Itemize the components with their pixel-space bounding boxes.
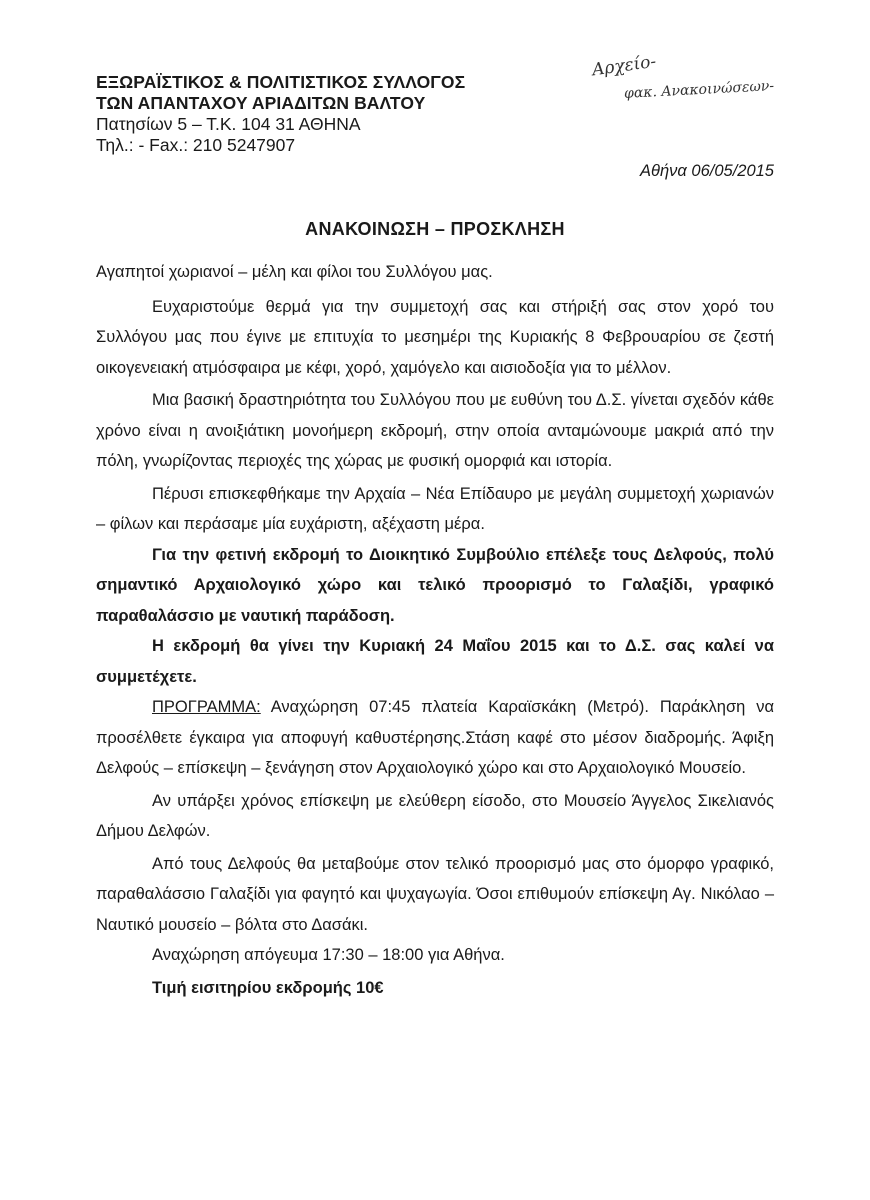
paragraph-program bbox=[96, 692, 774, 784]
org-name-line1: ΕΞΩΡΑΪΣΤΙΚΟΣ & ΠΟΛΙΤΙΣΤΙΚΟΣ ΣΥΛΛΟΓΟΣ bbox=[96, 72, 466, 92]
paragraph-destination: Για την φετινή εκδρομή το Διοικητικό Συμβούλιο επέλεξε τους Δελφούς, πολύ σημαντικό Αρχαιολογικό χώρο και τελικό προορισμό το Γαλαξίδι, γραφικό παραθαλάσσιο με ναυτική παράδοση. bbox=[96, 545, 774, 625]
handwritten-note-line1: Αρχείο- bbox=[590, 51, 658, 81]
paragraph-museum: Αν υπάρξει χρόνος επίσκεψη με ελεύθερη είσοδο, στο Μουσείο Άγγελος Σικελιανός Δήμου Δελφών. bbox=[96, 791, 774, 840]
org-name-line2: ΤΩΝ ΑΠΑΝΤΑΧΟΥ ΑΡΙΑΔΙΤΩΝ ΒΑΛΤΟΥ bbox=[96, 93, 426, 113]
org-phone: Τηλ.: - Fax.: 210 5247907 bbox=[96, 135, 296, 155]
document-title: ΑΝΑΚΟΙΝΩΣΗ – ΠΡΟΣΚΛΗΣΗ bbox=[305, 219, 565, 239]
paragraph-galaxidi: Από τους Δελφούς θα μεταβούμε στον τελικό προορισμό μας στο όμορφο γραφικό, παραθαλάσσιο Γαλαξίδι για φαγητό και ψυχαγωγία. Όσοι επιθυμούν επίσκεψη Αγ. Νικόλαο – Ναυτικό μουσείο – βόλτα στο Δασάκι. bbox=[96, 854, 774, 934]
paragraph-activity: Μια βασική δραστηριότητα του Συλλόγου που με ευθύνη του Δ.Σ. γίνεται σχεδόν κάθε χρόνο είναι η ανοιξιάτικη μονοήμερη εκδρομή, στην οποία ανταμώνουμε μακριά από την πόλη, γνωρίζοντας περιοχές της χώρας με φυσική ομορφιά και ιστορία. bbox=[96, 391, 774, 470]
program-label: ΠΡΟΓΡΑΜΜΑ: bbox=[152, 698, 261, 716]
paragraph-date: Η εκδρομή θα γίνει την Κυριακή 24 Μαΐου 2015 και το Δ.Σ. σας καλεί να συμμετέχετε. bbox=[96, 637, 774, 686]
program-text: Αναχώρηση 07:45 πλατεία Καραϊσκάκη (Μετρό). Παράκληση να προσέλθετε έγκαιρα για αποφυγή καθυστέρησης.Στάση καφέ στο μέσον διαδρομής. Άφιξη Δελφούς – επίσκεψη – ξενάγηση στον Αρχαιολογικό χώρο και στο Αρχαιολογικό Μουσείο. bbox=[96, 698, 774, 777]
document-date: Αθήνα 06/05/2015 bbox=[640, 162, 774, 180]
document-body bbox=[96, 257, 774, 1003]
letterhead bbox=[96, 72, 465, 156]
greeting: Αγαπητοί χωριανοί – μέλη και φίλοι του Συλλόγου μας. bbox=[96, 263, 493, 281]
paragraph-price: Τιμή εισιτηρίου εκδρομής 10€ bbox=[152, 978, 384, 997]
paragraph-last-year: Πέρυσι επισκεφθήκαμε την Αρχαία – Νέα Επίδαυρο με μεγάλη συμμετοχή χωριανών – φίλων και περάσαμε μία ευχάριστη, αξέχαστη μέρα. bbox=[96, 484, 774, 533]
paragraph-thanks: Ευχαριστούμε θερμά για την συμμετοχή σας και στήριξή σας στον χορό του Συλλόγου μας που έγινε με επιτυχία το μεσημέρι της Κυριακής 8 Φεβρουαρίου σε ζεστή οικογενειακή ατμόσφαιρα με κέφι, χορό, χαμόγελο και αισιοδοξία για το μέλλον. bbox=[96, 297, 774, 377]
paragraph-return: Αναχώρηση απόγευμα 17:30 – 18:00 για Αθήνα. bbox=[152, 946, 505, 964]
org-address: Πατησίων 5 – Τ.Κ. 104 31 ΑΘΗΝΑ bbox=[96, 114, 361, 134]
handwritten-note bbox=[588, 52, 818, 122]
handwritten-note-line2: φακ. Ανακοινώσεων- bbox=[623, 78, 775, 102]
